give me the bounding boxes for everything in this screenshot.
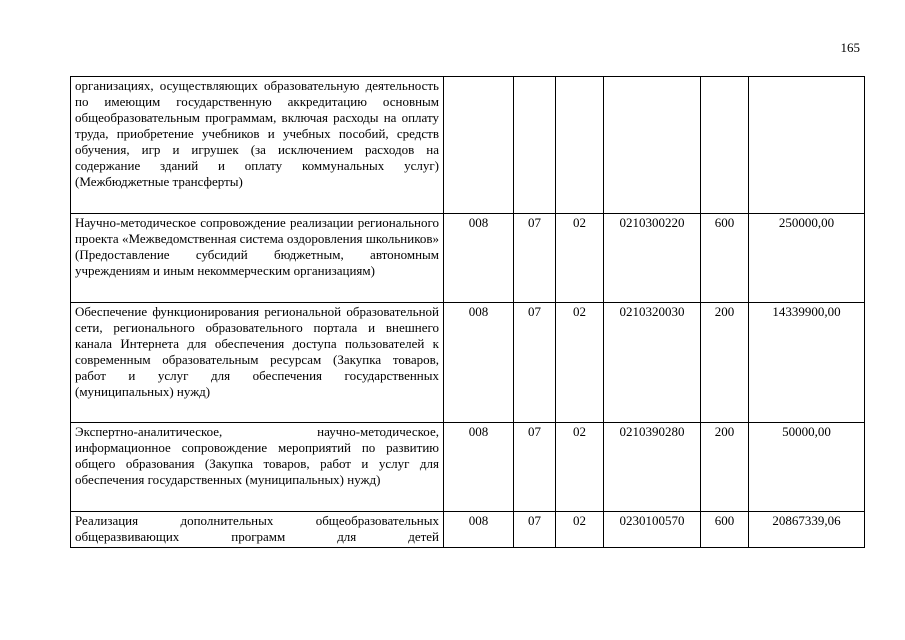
section-code: 07 [514, 423, 556, 512]
target-article-code: 0210320030 [604, 303, 701, 423]
target-article-code: 0230100570 [604, 512, 701, 548]
target-article-code: 0210300220 [604, 214, 701, 303]
subsection-code: 02 [556, 214, 604, 303]
ministry-code: 008 [444, 303, 514, 423]
amount-value [749, 77, 865, 214]
table-row [71, 303, 865, 423]
amount-value: 14339900,00 [749, 303, 865, 423]
ministry-code: 008 [444, 214, 514, 303]
subsection-code: 02 [556, 423, 604, 512]
target-article-code [604, 77, 701, 214]
row-description: Экспертно-аналитическое, научно-методическое, информационное сопровождение мероприятий по развитию общего образования (Закупка товаров, работ и услуг для обеспечения государственных (муниципальных) нужд) [71, 423, 444, 512]
table-row [71, 77, 865, 214]
expense-type-code: 200 [701, 423, 749, 512]
amount-value: 20867339,06 [749, 512, 865, 548]
row-description: организациях, осуществляющих образовательную деятельность по имеющим государственную аккредитацию основным общеобразовательным программам, включая расходы на оплату труда, приобретение учебников и учебных пособий, средств обучения, игр и игрушек (за исключением расходов на содержание зданий и оплату коммунальных услуг) (Межбюджетные трансферты) [71, 77, 444, 214]
section-code [514, 77, 556, 214]
table-row [71, 512, 865, 548]
ministry-code: 008 [444, 512, 514, 548]
subsection-code [556, 77, 604, 214]
target-article-code: 0210390280 [604, 423, 701, 512]
section-code: 07 [514, 512, 556, 548]
table-row [71, 423, 865, 512]
page-number: 165 [840, 40, 860, 55]
expense-type-code: 600 [701, 214, 749, 303]
expense-type-code: 200 [701, 303, 749, 423]
ministry-code: 008 [444, 423, 514, 512]
row-description: Реализация дополнительных общеобразовательных общеразвивающих программ для детей [71, 512, 444, 548]
expense-type-code [701, 77, 749, 214]
row-description: Обеспечение функционирования региональной образовательной сети, регионального образовательного портала и внешнего канала Интернета для обеспечения доступа пользователей к современным образовательным ресурсам (Закупка товаров, работ и услуг для обеспечения государственных (муниципальных) нужд) [71, 303, 444, 423]
row-description: Научно-методическое сопровождение реализации регионального проекта «Межведомственная система оздоровления школьников» (Предоставление субсидий бюджетным, автономным учреждениям и иным некоммерческим организациям) [71, 214, 444, 303]
expense-type-code: 600 [701, 512, 749, 548]
table-row [71, 214, 865, 303]
subsection-code: 02 [556, 512, 604, 548]
amount-value: 250000,00 [749, 214, 865, 303]
amount-value: 50000,00 [749, 423, 865, 512]
subsection-code: 02 [556, 303, 604, 423]
section-code: 07 [514, 303, 556, 423]
section-code: 07 [514, 214, 556, 303]
budget-table [70, 76, 865, 548]
ministry-code [444, 77, 514, 214]
